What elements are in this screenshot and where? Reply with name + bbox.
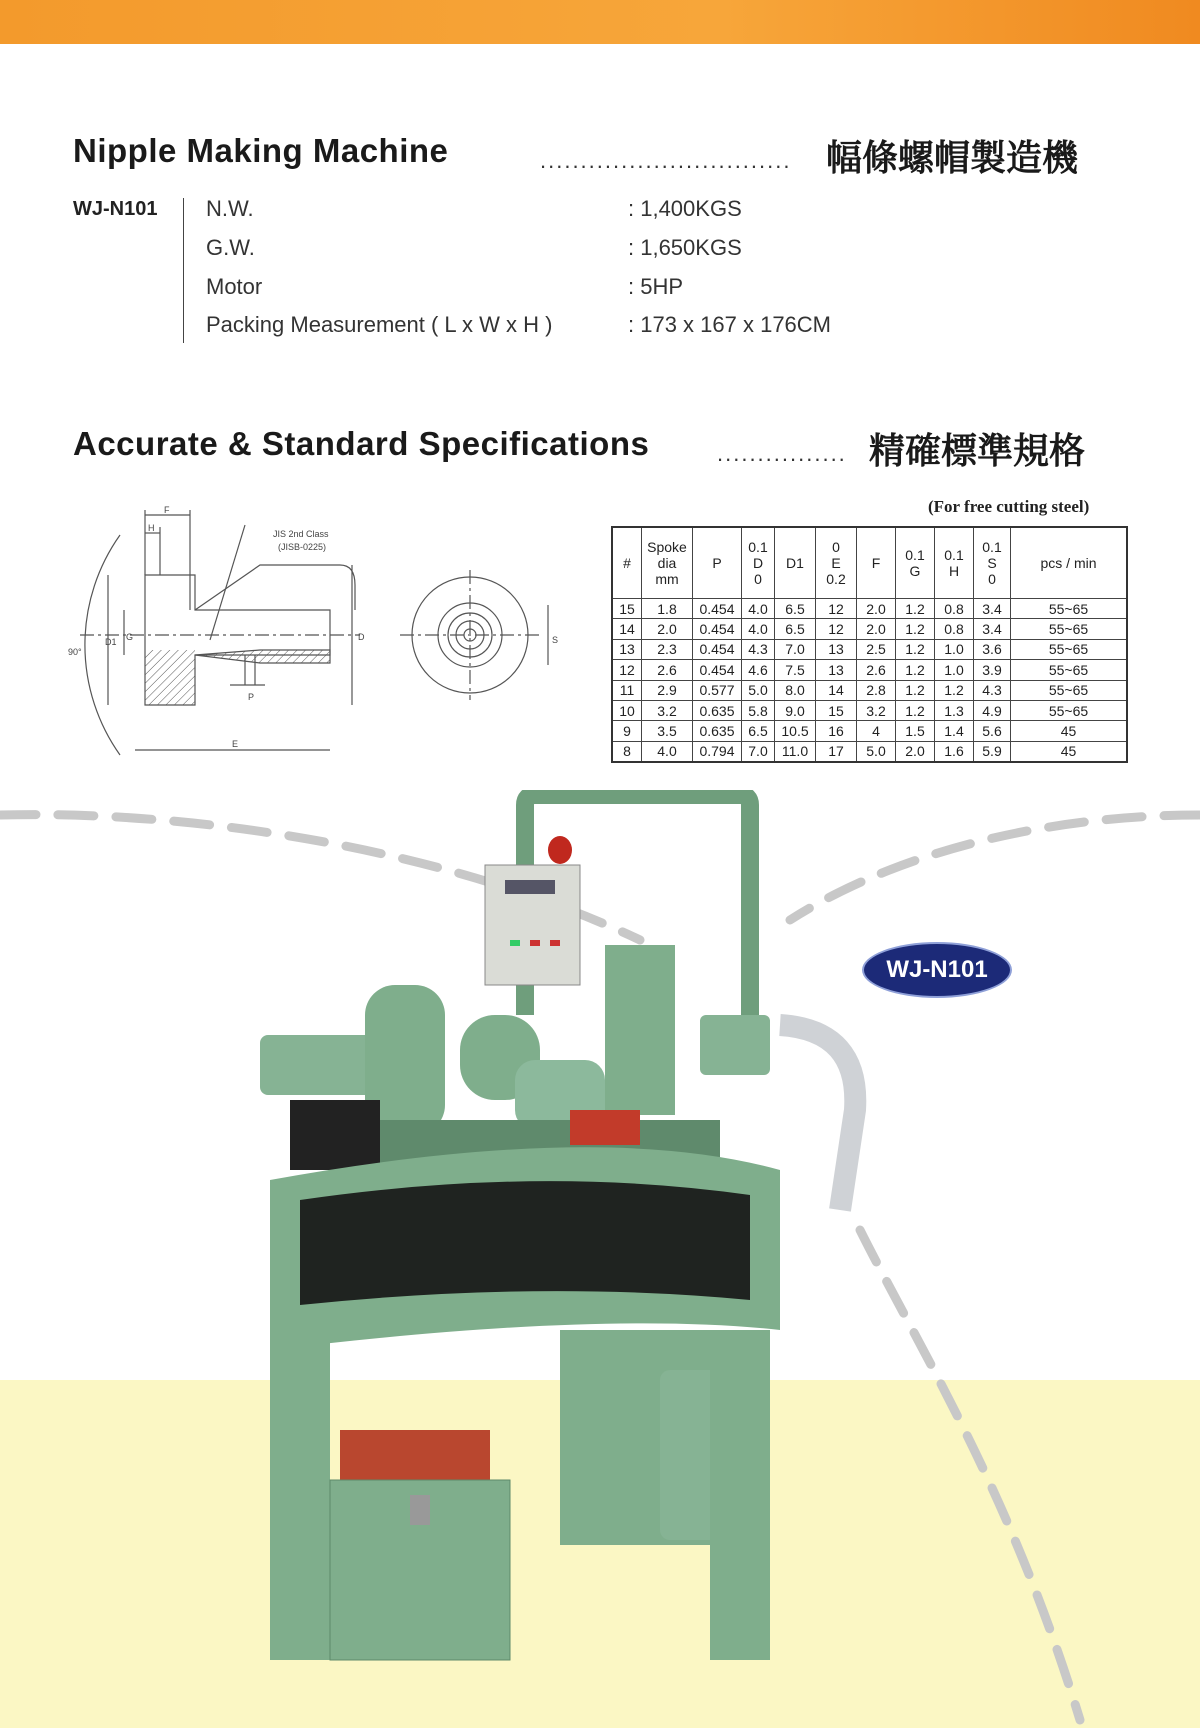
col-header: D1	[775, 527, 816, 599]
table-cell: 5.9	[974, 741, 1011, 762]
table-cell: 12	[816, 619, 857, 639]
col-header: 0.1 D 0	[742, 527, 775, 599]
table-cell: 1.2	[935, 680, 974, 700]
table-cell: 2.0	[896, 741, 935, 762]
table-cell: 1.8	[642, 599, 693, 619]
nipple-head-hatch	[145, 650, 195, 705]
table-cell: 3.6	[974, 639, 1011, 659]
table-cell: 6.5	[775, 619, 816, 639]
model-badge: WJ-N101	[862, 942, 1012, 998]
spec-value-motor: : 5HP	[628, 274, 684, 299]
table-cell: 55~65	[1011, 599, 1128, 619]
table-cell: 2.0	[642, 619, 693, 639]
table-cell: 2.9	[642, 680, 693, 700]
table-cell: 4.3	[974, 680, 1011, 700]
label-g: G	[126, 632, 134, 642]
table-cell: 0.577	[693, 680, 742, 700]
label-angle: 90°	[68, 647, 82, 657]
specifications-title: Accurate & Standard Specifications	[73, 425, 650, 462]
table-row	[612, 741, 1127, 762]
table-cell: 9	[612, 721, 642, 741]
col-header: #	[612, 527, 642, 599]
table-cell: 4.9	[974, 700, 1011, 720]
table-cell: 1.4	[935, 721, 974, 741]
table-cell: 4.0	[642, 741, 693, 762]
table-cell: 45	[1011, 741, 1128, 762]
table-cell: 3.4	[974, 619, 1011, 639]
table-cell: 5.8	[742, 700, 775, 720]
label-d: D	[358, 632, 365, 642]
table-cell: 55~65	[1011, 680, 1128, 700]
specification-table	[611, 526, 1128, 763]
table-cell: 9.0	[775, 700, 816, 720]
table-cell: 15	[816, 700, 857, 720]
table-cell: 0.454	[693, 599, 742, 619]
table-cell: 5.0	[742, 680, 775, 700]
table-cell: 4.0	[742, 599, 775, 619]
table-cell: 4.3	[742, 639, 775, 659]
spec-label-nw: N.W.	[206, 196, 254, 221]
table-cell: 0.454	[693, 639, 742, 659]
table-cell: 13	[816, 660, 857, 680]
label-d1: D1	[105, 637, 117, 647]
spec-leader-dots: ................	[717, 441, 847, 466]
table-cell: 4.0	[742, 619, 775, 639]
table-row	[612, 619, 1127, 639]
table-cell: 17	[816, 741, 857, 762]
table-cell: 1.0	[935, 660, 974, 680]
machine-title-chinese: 幅條螺帽製造機	[826, 138, 1079, 179]
table-cell: 2.0	[857, 619, 896, 639]
table-cell: 1.2	[896, 660, 935, 680]
col-header: 0.1 S 0	[974, 527, 1011, 599]
table-cell: 10.5	[775, 721, 816, 741]
nipple-making-machine-photo	[260, 790, 940, 1680]
table-cell: 13	[816, 639, 857, 659]
specifications-title-chinese: 精確標準規格	[869, 431, 1086, 472]
table-cell: 7.0	[775, 639, 816, 659]
table-cell: 8	[612, 741, 642, 762]
col-header: 0 E 0.2	[816, 527, 857, 599]
table-cell: 1.3	[935, 700, 974, 720]
title-leader-dots: ...............................	[540, 148, 792, 173]
table-cell: 2.6	[857, 660, 896, 680]
table-cell: 0.454	[693, 619, 742, 639]
jis-leader	[210, 525, 245, 640]
spec-label-packing: Packing Measurement ( L x W x H )	[206, 312, 553, 337]
table-cell: 2.5	[857, 639, 896, 659]
table-cell: 10	[612, 700, 642, 720]
spec-value-nw: : 1,400KGS	[628, 196, 742, 221]
table-cell: 15	[612, 599, 642, 619]
table-cell: 2.0	[857, 599, 896, 619]
label-jis: JIS 2nd Class	[273, 529, 329, 539]
table-cell: 7.0	[742, 741, 775, 762]
label-f: F	[164, 505, 170, 515]
table-cell: 13	[612, 639, 642, 659]
table-cell: 3.5	[642, 721, 693, 741]
table-cell: 55~65	[1011, 619, 1128, 639]
col-header: P	[693, 527, 742, 599]
col-header: 0.1 H	[935, 527, 974, 599]
table-cell: 0.794	[693, 741, 742, 762]
table-row	[612, 721, 1127, 741]
spec-divider	[183, 198, 184, 343]
table-cell: 1.2	[896, 599, 935, 619]
nipple-end-view	[400, 570, 548, 700]
material-note: (For free cutting steel)	[928, 497, 1090, 516]
table-cell: 2.8	[857, 680, 896, 700]
table-row	[612, 660, 1127, 680]
col-header: Spoke dia mm	[642, 527, 693, 599]
table-cell: 0.8	[935, 619, 974, 639]
table-cell: 2.3	[642, 639, 693, 659]
table-cell: 1.6	[935, 741, 974, 762]
top-orange-bar	[0, 0, 1200, 44]
table-cell: 4.6	[742, 660, 775, 680]
table-cell: 1.2	[896, 700, 935, 720]
table-cell: 1.0	[935, 639, 974, 659]
table-cell: 12	[612, 660, 642, 680]
machine-title: Nipple Making Machine	[73, 132, 449, 169]
table-cell: 45	[1011, 721, 1128, 741]
table-cell: 0.635	[693, 721, 742, 741]
table-cell: 1.5	[896, 721, 935, 741]
table-cell: 55~65	[1011, 700, 1128, 720]
col-header: pcs / min	[1011, 527, 1128, 599]
table-cell: 1.2	[896, 680, 935, 700]
table-cell: 3.4	[974, 599, 1011, 619]
table-row	[612, 639, 1127, 659]
table-cell: 3.2	[642, 700, 693, 720]
table-cell: 16	[816, 721, 857, 741]
table-cell: 6.5	[775, 599, 816, 619]
table-cell: 3.2	[857, 700, 896, 720]
table-cell: 5.0	[857, 741, 896, 762]
model-number: WJ-N101	[73, 198, 158, 220]
spec-value-packing: : 173 x 167 x 176CM	[628, 312, 832, 337]
table-cell: 0.8	[935, 599, 974, 619]
nipple-technical-drawing	[60, 505, 600, 765]
spec-value-gw: : 1,650KGS	[628, 235, 742, 260]
col-header: F	[857, 527, 896, 599]
table-header-row	[612, 527, 1127, 599]
spec-label-gw: G.W.	[206, 235, 255, 260]
table-cell: 11	[612, 680, 642, 700]
label-e: E	[232, 739, 239, 749]
nipple-shank-outline	[195, 565, 355, 610]
table-cell: 55~65	[1011, 639, 1128, 659]
table-cell: 0.454	[693, 660, 742, 680]
table-row	[612, 700, 1127, 720]
col-header: 0.1 G	[896, 527, 935, 599]
table-cell: 11.0	[775, 741, 816, 762]
label-s: S	[552, 635, 559, 645]
table-cell: 0.635	[693, 700, 742, 720]
table-cell: 12	[816, 599, 857, 619]
label-jis-std: (JISB-0225)	[278, 542, 327, 552]
table-cell: 4	[857, 721, 896, 741]
table-cell: 7.5	[775, 660, 816, 680]
table-cell: 5.6	[974, 721, 1011, 741]
spec-label-motor: Motor	[206, 274, 263, 299]
label-p: P	[248, 692, 255, 702]
table-row	[612, 599, 1127, 619]
table-cell: 14	[816, 680, 857, 700]
label-h: H	[148, 523, 155, 533]
nipple-thread-hatch	[195, 650, 330, 663]
table-row	[612, 680, 1127, 700]
table-cell: 1.2	[896, 619, 935, 639]
table-cell: 2.6	[642, 660, 693, 680]
table-cell: 55~65	[1011, 660, 1128, 680]
table-cell: 1.2	[896, 639, 935, 659]
table-cell: 14	[612, 619, 642, 639]
table-cell: 6.5	[742, 721, 775, 741]
table-cell: 3.9	[974, 660, 1011, 680]
table-cell: 8.0	[775, 680, 816, 700]
